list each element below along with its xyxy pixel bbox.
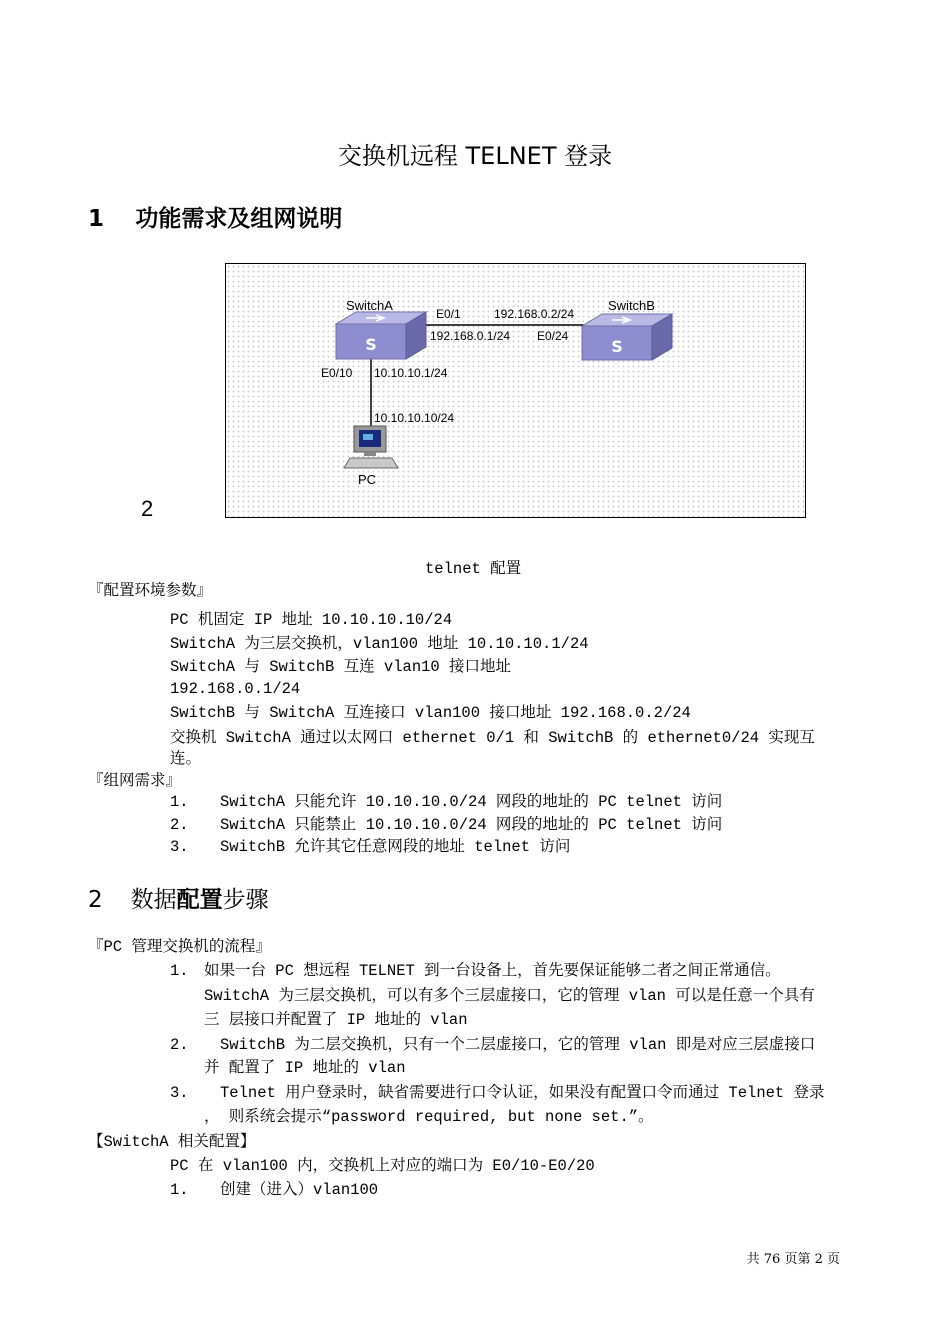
switcha-config-line-1: PC 在 vlan100 内，交换机上对应的端口为 E0/10-E0/20 xyxy=(170,1157,595,1175)
switch-b-label: SwitchB xyxy=(608,298,655,313)
b-port-e024-label: E0/24 xyxy=(537,329,569,343)
section-2-number: 2 xyxy=(88,887,103,913)
network-diagram-drawing xyxy=(226,264,807,519)
section-1-title: 功能需求及组网说明 xyxy=(135,206,343,232)
env-line-4: 192.168.0.1/24 xyxy=(170,680,301,698)
env-line-1: PC 机固定 IP 地址 10.10.10.10/24 xyxy=(170,611,453,629)
flow-item-1-line-1: 如果一台 PC 想远程 TELNET 到一台设备上，首先要保证能够二者之间正常通信。 xyxy=(204,962,781,980)
network-diagram xyxy=(225,263,806,518)
needs-item-1-num: 1. xyxy=(170,793,189,811)
flow-item-3-num: 3. xyxy=(170,1084,189,1102)
document-title: 交换机远程 TELNET 登录 xyxy=(337,142,613,170)
needs-item-3: SwitchB 允许其它任意网段的地址 telnet 访问 xyxy=(220,838,571,856)
a-port-e01-label: E0/1 xyxy=(436,307,461,321)
flow-item-1-line-2: SwitchA 为三层交换机，可以有多个三层虚接口，它的管理 vlan 可以是任意一个具有 xyxy=(204,987,815,1005)
switch-b-glyph: S xyxy=(611,337,623,356)
flow-heading: 『PC 管理交换机的流程』 xyxy=(88,938,271,956)
env-line-3: SwitchA 与 SwitchB 互连 vlan10 接口地址 xyxy=(170,658,512,676)
flow-item-3-line-1: Telnet 用户登录时，缺省需要进行口令认证，如果没有配置口令而通过 Telnet 登录 xyxy=(220,1084,825,1102)
env-line-5: SwitchB 与 SwitchA 互连接口 vlan100 接口地址 192.168.0.2/24 xyxy=(170,704,691,722)
section-1-number: 1 xyxy=(88,206,105,232)
needs-item-2: SwitchA 只能禁止 10.10.10.0/24 网段的地址的 PC telnet 访问 xyxy=(220,816,723,834)
switch-a-glyph: S xyxy=(365,335,377,354)
section-2-title-a: 数据 xyxy=(130,887,177,913)
needs-item-1: SwitchA 只能允许 10.10.10.0/24 网段的地址的 PC telnet 访问 xyxy=(220,793,723,811)
switch-a-label: SwitchA xyxy=(346,298,393,313)
a-vlan-ip-label: 10.10.10.1/24 xyxy=(374,366,448,380)
section-1-heading xyxy=(88,200,342,233)
env-line-2: SwitchA 为三层交换机，vlan100 地址 10.10.10.1/24 xyxy=(170,635,589,653)
flow-item-2-line-2: 并 配置了 IP 地址的 vlan xyxy=(204,1059,406,1077)
section-2-title-b: 配置 xyxy=(176,887,223,913)
switcha-config-heading: 【SwitchA 相关配置】 xyxy=(88,1133,256,1151)
flow-item-1-num: 1. xyxy=(170,962,189,980)
switch-a-icon xyxy=(336,312,426,359)
flow-item-3-line-2: ， 则系统会提示“password required, but none set.”。 xyxy=(204,1108,654,1126)
switcha-step-1: 创建（进入）vlan100 xyxy=(220,1181,379,1199)
figure-caption: telnet 配置 xyxy=(425,560,522,578)
section-2-title-c: 步骤 xyxy=(222,887,269,913)
page-footer: 共 76 页第 2 页 xyxy=(746,1252,840,1267)
a-port-e010-label: E0/10 xyxy=(321,366,353,380)
env-line-7: 连。 xyxy=(170,750,202,768)
a-ip-label: 192.168.0.1/24 xyxy=(430,329,511,343)
flow-item-2-line-1: SwitchB 为二层交换机，只有一个二层虚接口，它的管理 vlan 即是对应三层虚接口 xyxy=(220,1036,816,1054)
pc-ip-label: 10.10.10.10/24 xyxy=(374,411,455,425)
env-heading: 『配置环境参数』 xyxy=(88,581,213,599)
b-ip-label: 192.168.0.2/24 xyxy=(494,307,575,321)
figure-number: 2 xyxy=(141,496,154,521)
switcha-step-1-num: 1. xyxy=(170,1181,189,1199)
needs-item-2-num: 2. xyxy=(170,816,189,834)
pc-label: PC xyxy=(358,472,377,487)
needs-heading: 『组网需求』 xyxy=(88,771,182,789)
pc-icon xyxy=(344,426,398,468)
switch-b-icon xyxy=(582,314,672,360)
needs-item-3-num: 3. xyxy=(170,838,189,856)
flow-item-2-num: 2. xyxy=(170,1036,189,1054)
env-line-6: 交换机 SwitchA 通过以太网口 ethernet 0/1 和 SwitchB 的 ethernet0/24 实现互 xyxy=(170,729,815,747)
flow-item-1-line-3: 三 层接口并配置了 IP 地址的 vlan xyxy=(204,1011,468,1029)
section-2-heading xyxy=(88,881,269,914)
